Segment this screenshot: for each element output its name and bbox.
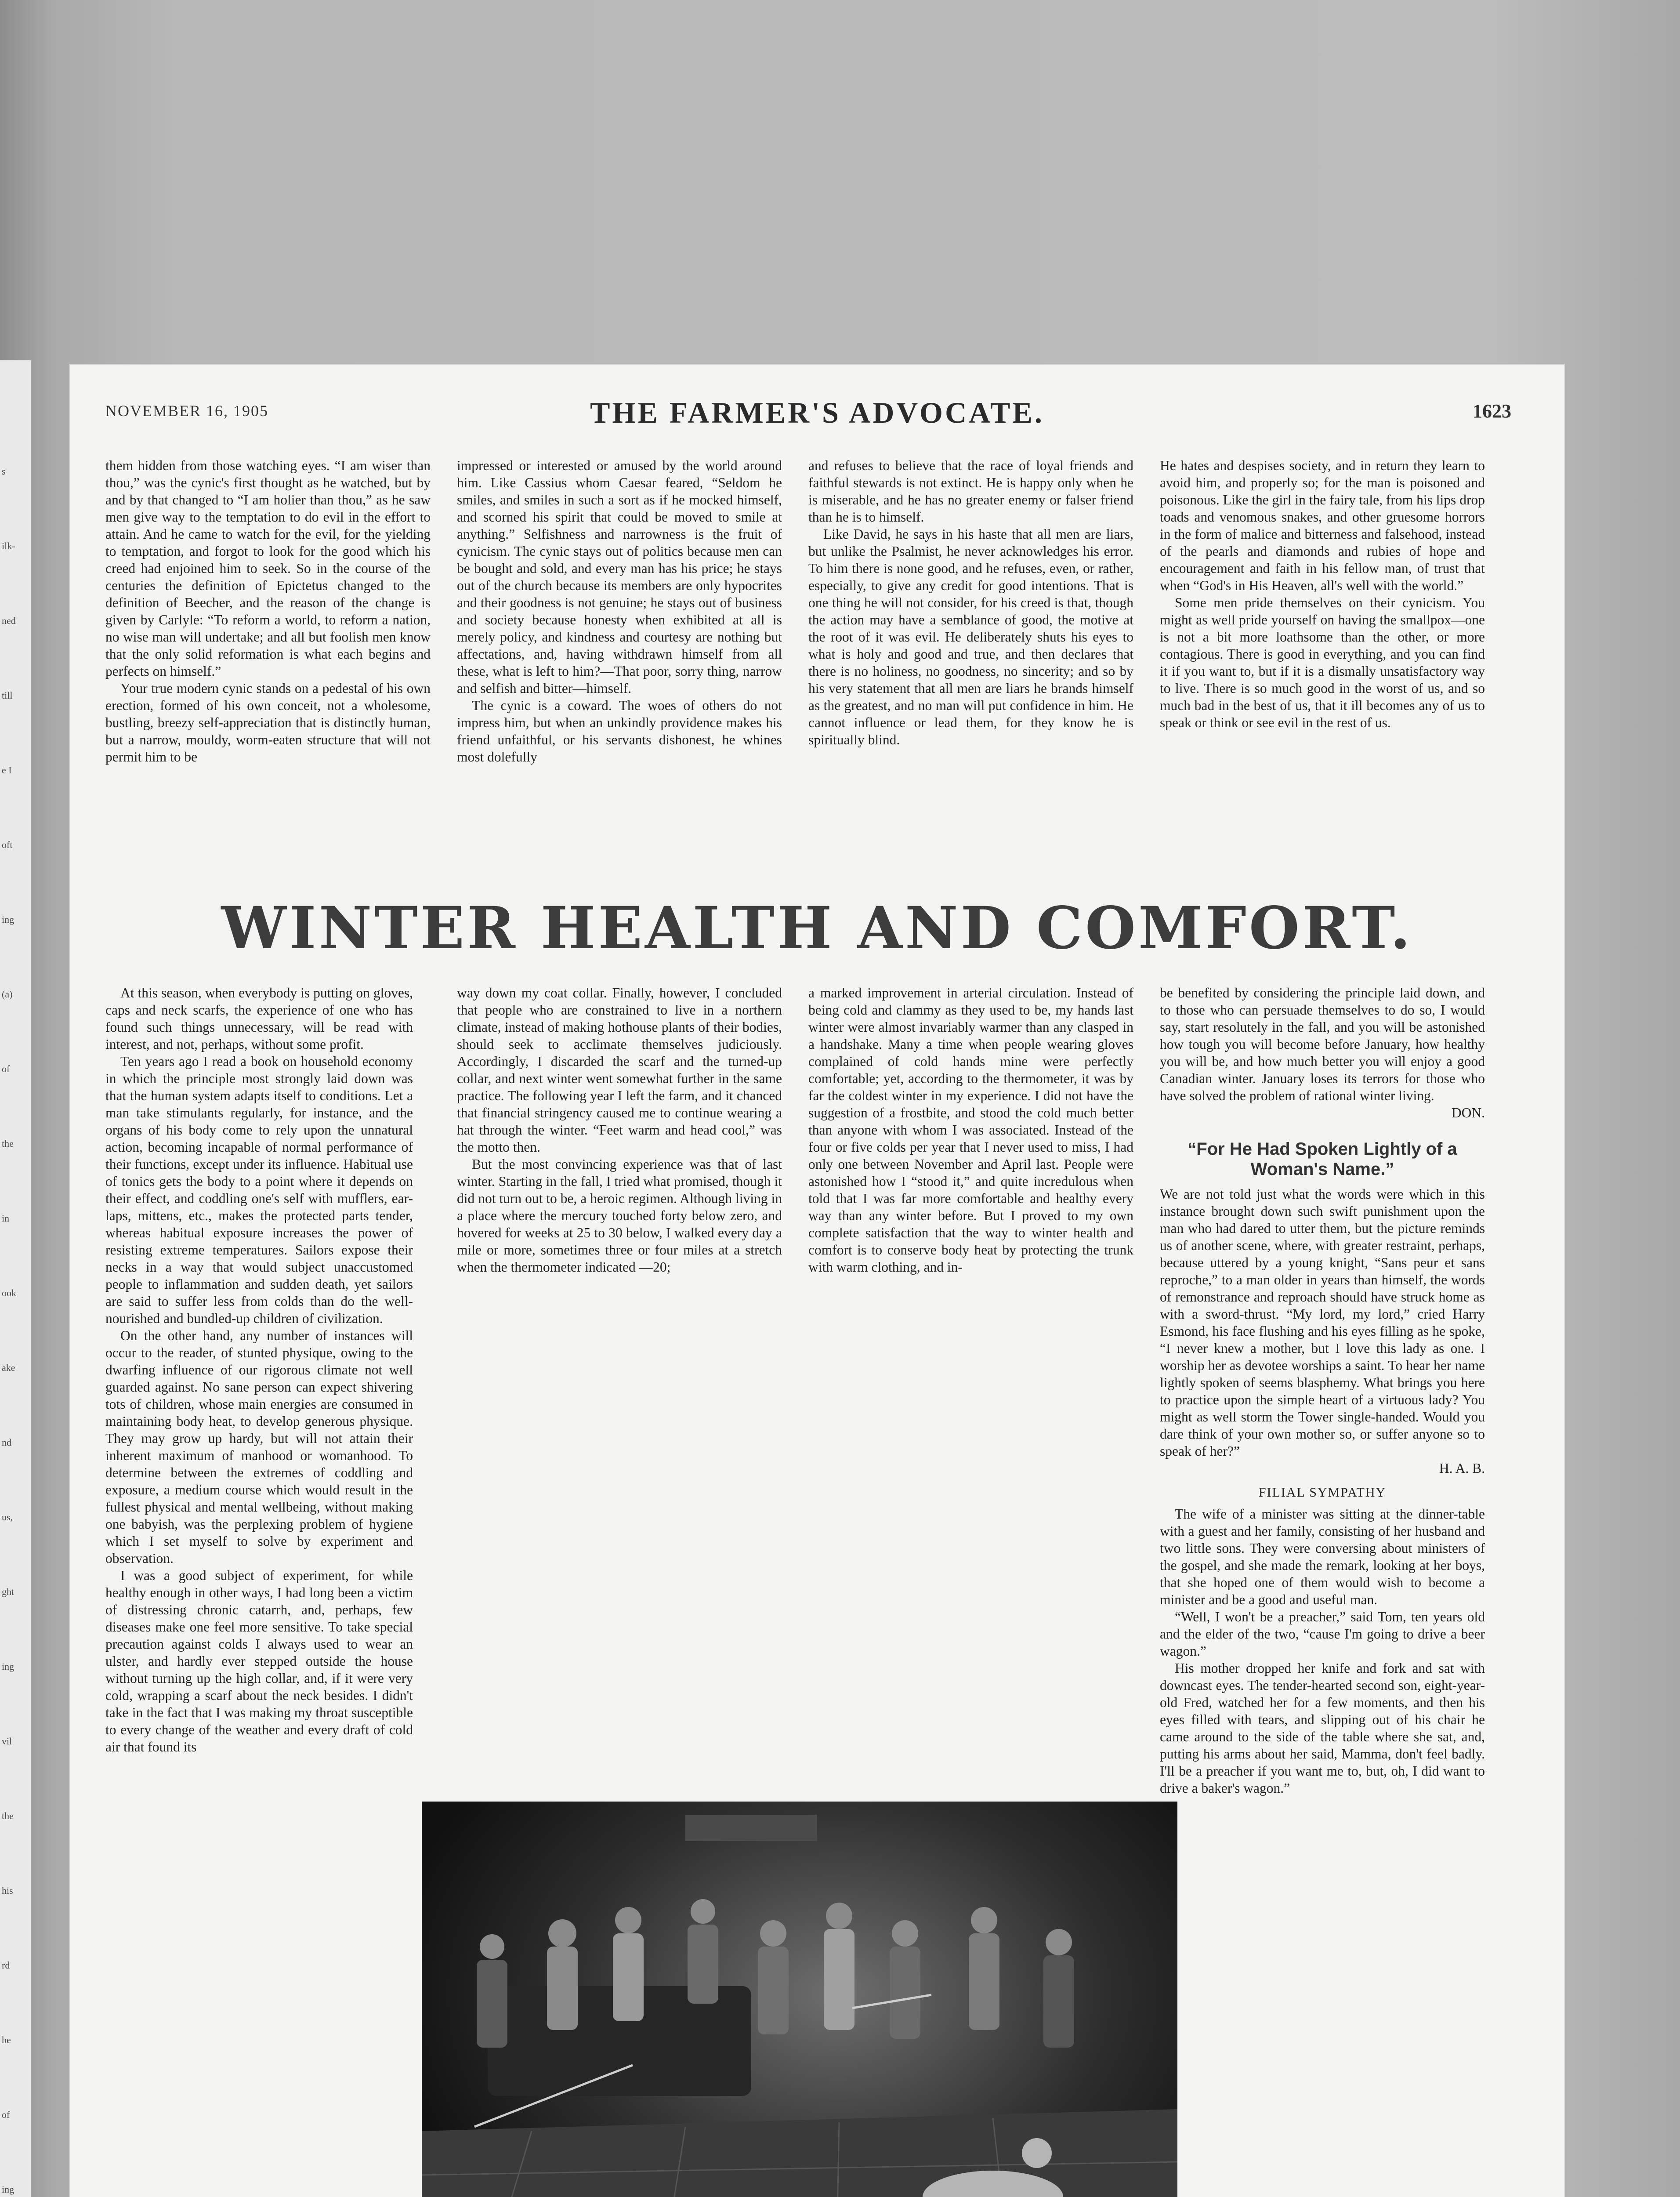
signature: DON. (1451, 1105, 1485, 1120)
adjacent-page-text-fragment: s (2, 466, 6, 477)
adjacent-page-text-fragment: ing (2, 1661, 14, 1672)
paragraph: way down my coat collar. Finally, however, I concluded that people who are constrained to live in a northern climate, instead of making hothouse plants of their bodies, should seek to acclimate themselves judiciously. Accordingly, I discarded the scarf and the turned-up collar, and next winter went somewhat further in the same practice. The following year I left the farm, and it chanced that financial stringency caused me to continue wearing a hat through the winter. “Feet warm and head cool,” was the motto then. (457, 985, 782, 1155)
paragraph: But the most convincing experience was that of last winter. Starting in the fall, I tried what promised, though it did not turn out to be, a heroic regimen. Although living in a place where the mercury touched forty below zero, and hovered for weeks at 25 to 30 below, I walked every day a mile or more, sometimes three or four miles at a stretch when the thermometer indicated —20; (457, 1157, 782, 1275)
adjacent-page-text-fragment: e I (2, 765, 12, 776)
adjacent-page-text-fragment: ook (2, 1287, 16, 1298)
adjacent-page-text-fragment: the (2, 1138, 14, 1149)
paragraph: and refuses to believe that the race of loyal friends and faithful stewards is not extinct. He is happy only when he is miserable, and he has no greater enemy or falser friend than he is to himself. (808, 458, 1133, 525)
paragraph: The cynic is a coward. The woes of others do not impress him, but when an unkindly providence makes his friend unfaithful, or his servants dishonest, he whines most dolefully (457, 698, 782, 765)
newspaper-page (70, 365, 1564, 2197)
adjacent-page-text-fragment: ing (2, 914, 14, 925)
top-column-2 (457, 457, 782, 879)
article-column-1 (105, 984, 413, 2197)
article-column-3 (808, 984, 1133, 1349)
top-column-3 (808, 457, 1133, 879)
adjacent-page-text-fragment: ilk- (2, 540, 15, 551)
sidebar-title: “For He Had Spoken Lightly of a Woman's Name.” (1188, 1139, 1457, 1179)
paragraph: Like David, he says in his haste that all men are liars, but unlike the Psalmist, he never acknowledges his error. To him there is none good, and he refuses, even, or rather, especially, to give any credit for good intentions. That is one thing he will not consider, for his creed is that, though the action may have a semblance of good, the motive at the root of it was evil. He deliberately shuts his eyes to what is holy and good and true, and then declares that there is no holiness, no goodness, no sincerity; and so by his very statement that all men are liars he brands himself as the greatest, and no man will put confidence in him. He cannot influence or lead them, for they know he is spiritually blind. (808, 526, 1133, 747)
paragraph: a marked improvement in arterial circulation. Instead of being cold and clammy as they used to be, my hands last winter were almost invariably warmer than any clasped in a handshake. Many a time when people wearing gloves complained of cold hands mine were perfectly comfortable; yet, according to the thermometer, it was by far the coldest winter in my experience. I did not have the suggestion of a frostbite, and stood the cold much better than anyone with whom I was associated. Instead of the four or five colds per year that I never used to miss, I had only one between November and April last. People were astonished how I “stood it,” and quite incredulous when told that I was far more comfortable and healthy every way than any winter before. But I proved to my own complete satisfaction that the way to winter health and comfort is to conserve body heat by protecting the trunk with warm clothing, and in- (808, 985, 1133, 1275)
paragraph: “Well, I won't be a preacher,” said Tom, ten years old and the elder of the two, “cause I'm going to drive a beer wagon.” (1160, 1609, 1485, 1659)
masthead-title: THE FARMER'S ADVOCATE. (590, 396, 1044, 429)
article-column-4 (1160, 984, 1485, 2197)
paragraph: Your true modern cynic stands on a pedestal of his own erection, formed of his own conceit, not a wholesome, bustling, breezy self-appreciation that is distinctly human, but a narrow, mouldy, worm-eaten structure that will not permit him to be (105, 681, 431, 765)
paragraph: I was a good subject of experiment, for while healthy enough in other ways, I had long been a victim of distressing chronic catarrh, and, perhaps, few diseases make one feel more sensitive. To take special precaution against colds I always used to wear an ulster, and hardly ever stepped outside the house without turning up the high collar, and, if it were very cold, wrapping a scarf about the neck besides. I didn't take in the fact that I was making my throat susceptible to every change of the weather and every draft of cold air that found its (105, 1568, 413, 1755)
adjacent-page-text-fragment: ake (2, 1362, 15, 1373)
adjacent-page-text-fragment: us, (2, 1512, 13, 1523)
issue-date: NOVEMBER 16, 1905 (105, 402, 269, 420)
paragraph: He hates and despises society, and in return they learn to avoid him, and properly so; for the man is poisoned and poisonous. Like the girl in the fairy tale, from his lips drop toads and venomous snakes, and other gruesome horrors in the form of malice and bitterness and falsehood, instead of the pearls and diamonds and rubies of hope and encouragement and faith in his fellow man, of trust that when “God's in His Heaven, all's well with the world.” (1160, 458, 1485, 593)
adjacent-page-text-fragment: nd (2, 1437, 11, 1448)
adjacent-page-text-fragment: the (2, 1810, 14, 1821)
adjacent-page-text-fragment: of (2, 2109, 10, 2120)
paragraph: be benefited by considering the principle laid down, and to those who can persuade themselves to do so, I would say, start resolutely in the fall, and you will be astonished how tough you will become before January, how healthy you will be, and how much better you will enjoy a good Canadian winter. January loses its terrors for those who have solved the problem of rational winter living. (1160, 985, 1485, 1103)
paragraph: On the other hand, any number of instances will occur to the reader, of stunted physique, owing to the dwarfing influence of our rigorous climate not well guarded against. No sane person can expect shivering tots of children, whose main energies are consumed in maintaining body heat, to develop generous physique. They may grow up hardy, but will not attain their inherent maximum of manhood or womanhood. To determine between the extremes of coddling and exposure, a medium course which would result in the fullest physical and mental wellbeing, without making one babyish, was the perplexing problem of hygiene which I set myself to solve by experiment and observation. (105, 1328, 413, 1566)
paragraph: Ten years ago I read a book on household economy in which the principle most strongly laid down was that the human system adapts itself to conditions. Let a man take stimulants regularly, for instance, and the organs of his body come to rely upon the unnatural action, becoming incapable of normal performance of their functions, except under its influence. Habitual use of tonics gets the body to a point where it depends on their effect, and coddling one's self with mufflers, ear-laps, mittens, etc., makes the protected parts tender, whereas habitual exposure increases the power of resisting extreme temperatures. Sailors expose their necks in a way that would subject unaccustomed people to inflammation and sudden death, yet sailors are said to suffer less from colds than do the well-nourished and bundled-up children of civilization. (105, 1054, 413, 1326)
adjacent-page-text-fragment: of (2, 1063, 10, 1074)
adjacent-page-text-fragment: in (2, 1213, 10, 1224)
paragraph: them hidden from those watching eyes. “I am wiser than thou,” was the cynic's first thought as he watched, but by and by that changed to “I am holier than thou,” as he saw men give way to the temptation to do evil in the effort to attain. And he came to watch for the evil, for the yielding to temptation, and forgot to look for the good which his creed had enjoined him to seek. So in the course of the centuries the definition of Epictetus changed to the definition of Beecher, and the reason of the change is given by Carlyle: “To reform a world, to reform a nation, no wise man will undertake; and all but foolish men know that the only solid reformation is what each begins and perfects on himself.” (105, 458, 431, 679)
adjacent-page-text-fragment: oft (2, 839, 13, 850)
page-number: 1623 (1473, 400, 1511, 422)
adjacent-page-strip (0, 360, 31, 2197)
illustration-photo (422, 1802, 1177, 2197)
adjacent-page-text-fragment: (a) (2, 989, 13, 1000)
adjacent-page-text-fragment: ned (2, 615, 16, 626)
adjacent-page-text-fragment: vil (2, 1736, 12, 1747)
top-column-1 (105, 457, 431, 879)
paragraph: The wife of a minister was sitting at the dinner-table with a guest and her family, consisting of her husband and two little sons. They were conversing about ministers of the gospel, and she made the remark, looking at her boys, that she hoped one of them would wish to become a minister and be a good and useful man. (1160, 1506, 1485, 1607)
signature: H. A. B. (1439, 1461, 1485, 1476)
filial-title: FILIAL SYMPATHY (1258, 1485, 1387, 1500)
adjacent-page-text-fragment: ght (2, 1586, 14, 1597)
article-headline: WINTER HEALTH AND COMFORT. (221, 894, 1413, 962)
paragraph: impressed or interested or amused by the world around him. Like Cassius whom Caesar feared, “Seldom he smiles, and smiles in such a sort as if he mocked himself, and scorned his spirit that could be moved to smile at anything.” Selfishness and narrowness is the fruit of cynicism. The cynic stays out of politics because men can be bought and sold, and every man has his price; he stays out of the church because its members are only hypocrites and their goodness is not genuine; he stays out of business and society because honesty when exhibited at all is merely policy, and kindness and courtesy are nothing but affectations, and, having withdrawn himself from all these, what is left to him?—That poor, sorry thing, narrow and selfish and bitter—himself. (457, 458, 782, 696)
paragraph: At this season, when everybody is putting on gloves, caps and neck scarfs, the experience of one who has found such things unnecessary, will be read with interest, and not, perhaps, without some profit. (105, 985, 413, 1052)
duel-scene-illustration (422, 1802, 1177, 2197)
adjacent-page-text-fragment: he (2, 2034, 11, 2045)
paragraph: We are not told just what the words were which in this instance brought down such swift punishment upon the man who had dared to utter them, but the picture reminds us of another scene, where, with greater restraint, perhaps, because uttered by a young knight, “Sans peur et sans reproche,” to a man older in years than himself, the words of remonstrance and reproach should have struck home as with a sword-thrust. “My lord, my lord,” cried Harry Esmond, his face flushing and his eyes filling as he spoke, “I never knew a mother, but I love this lady as one. I worship her as devotee worships a saint. To hear her name lightly spoken of seems blasphemy. What brings you here to practice upon the simple heart of a virtuous lady? You might as well storm the Tower single-handed. Would you dare think of your own mother so, or suffer anyone so to speak of her?” (1160, 1186, 1485, 1459)
adjacent-page-text-fragment: ing (2, 2184, 14, 2195)
article-column-2 (457, 984, 782, 1349)
adjacent-page-text-fragment: his (2, 1885, 13, 1896)
adjacent-page-text-fragment: rd (2, 1960, 10, 1971)
adjacent-page-text-fragment: till (2, 690, 13, 701)
paragraph: Some men pride themselves on their cynicism. You might as well pride yourself on having the smallpox—one is not a bit more loathsome than the other, or more contagious. There is good in everything, and you can find it if you want to, but if it is a dismally unsatisfactory way to live. There is so much good in the worst of us, and so much bad in the best of us, that it ill becomes any of us to speak or think or see evil in the rest of us. (1160, 595, 1485, 730)
paragraph: His mother dropped her knife and fork and sat with downcast eyes. The tender-hearted second son, eight-year-old Fred, watched her for a few moments, and then his eyes filled with tears, and slipping out of his chair he came around to the side of the table where she sat, and, putting his arms about her said, Mamma, don't feel badly. I'll be a preacher if you want me to, but, oh, I did want to drive a baker's wagon.” (1160, 1660, 1485, 1796)
page-header (70, 395, 1564, 435)
top-column-4 (1160, 457, 1485, 879)
